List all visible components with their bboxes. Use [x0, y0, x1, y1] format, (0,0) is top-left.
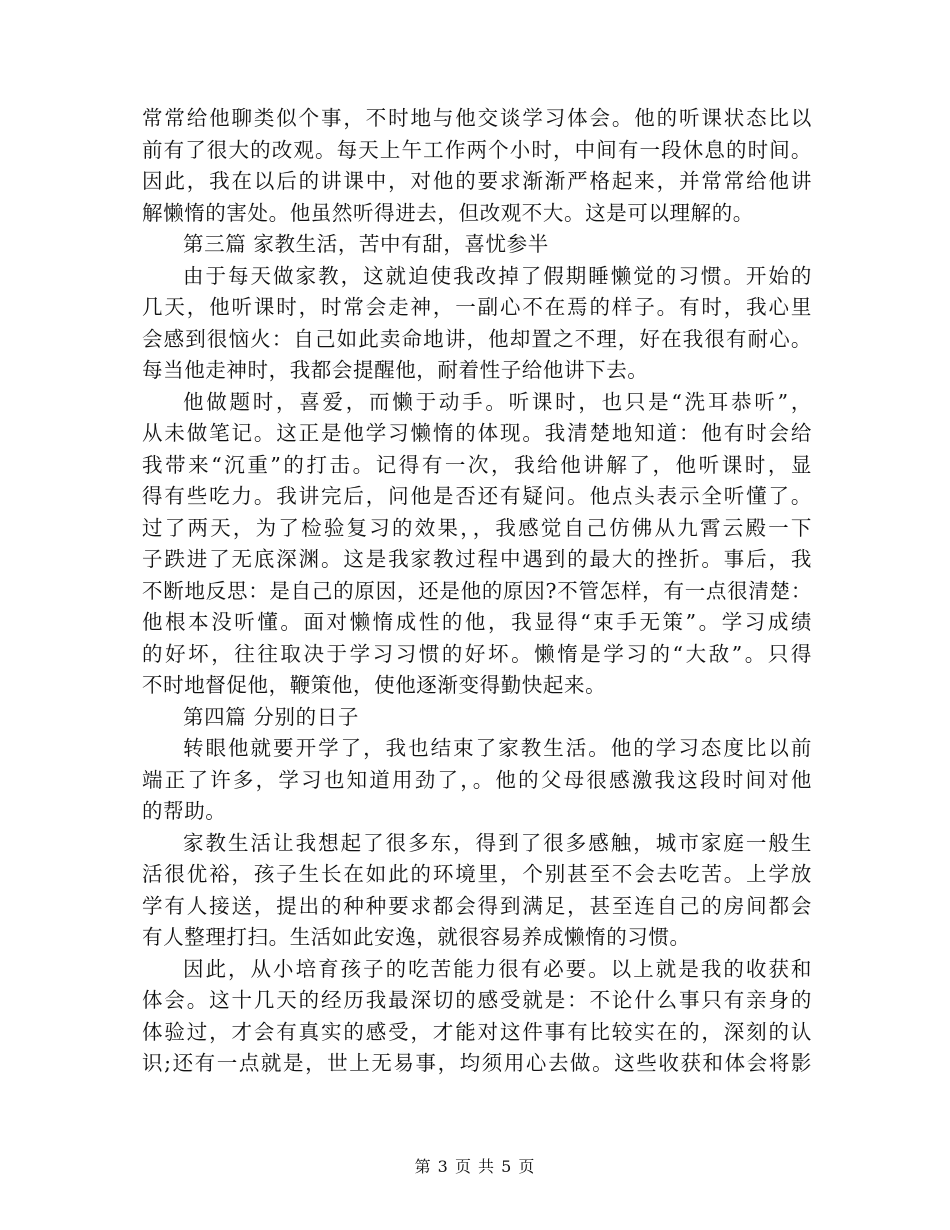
- text-line: 他根本没听懂。面对懒惰成性的他，我显得“束手无策”。学习成绩: [142, 610, 812, 634]
- text-line: 从未做笔记。这正是他学习懒惰的体现。我清楚地知道：他有时会给: [142, 421, 812, 445]
- section-heading: 第三篇 家教生活，苦中有甜，喜忧参半: [183, 232, 549, 256]
- text-line: 不时地督促他，鞭策他，使他逐渐变得勤快起来。: [142, 673, 607, 697]
- text-line: 有人整理打扫。生活如此安逸，就很容易养成懒惰的习惯。: [142, 925, 691, 949]
- text-line: 家教生活让我想起了很多东，得到了很多感触，城市家庭一般生: [183, 830, 812, 855]
- text-line: 学有人接送，提出的种种要求都会得到满足，甚至连自己的房间都会: [142, 893, 812, 918]
- text-line: 的好坏，往往取决于学习习惯的好坏。懒惰是学习的“大敌”。只得: [142, 641, 812, 666]
- text-line: 前有了很大的改观。每天上午工作两个小时，中间有一段休息的时间。: [142, 137, 812, 162]
- document-body: [142, 103, 812, 1080]
- page-number-footer: 第 3 页 共 5 页: [414, 1157, 536, 1176]
- text-line: 因此，我在以后的讲课中，对他的要求渐渐严格起来，并常常给他讲: [142, 169, 812, 193]
- text-line: 子跌进了无底深渊。这是我家教过程中遇到的最大的挫折。事后，我: [142, 547, 812, 571]
- text-line: 识;还有一点就是，世上无易事，均须用心去做。这些收获和体会将影: [142, 1051, 812, 1075]
- text-line: 体验过，才会有真实的感受，才能对这件事有比较实在的，深刻的认: [142, 1019, 812, 1044]
- text-line: 体会。这十几天的经历我最深切的感受就是：不论什么事只有亲身的: [142, 988, 812, 1012]
- text-line: 过了两天，为了检验复习的效果，，我感觉自己仿佛从九霄云殿一下: [142, 515, 812, 540]
- text-line: 几天，他听课时，时常会走神，一副心不在焉的样子。有时，我心里: [142, 295, 812, 319]
- text-line: 我带来“沉重”的打击。记得有一次，我给他讲解了，他听课时，显: [142, 452, 812, 477]
- text-line: 每当他走神时，我都会提醒他，耐着性子给他讲下去。: [142, 358, 649, 382]
- text-line: 端正了许多，学习也知道用劲了，。他的父母很感激我这段时间对他: [142, 767, 812, 792]
- section-heading: 第四篇 分别的日子: [183, 704, 359, 729]
- text-line: 因此，从小培育孩子的吃苦能力很有必要。以上就是我的收获和: [183, 956, 812, 981]
- text-line: 得有些吃力。我讲完后，问他是否还有疑问。他点头表示全听懂了。: [142, 484, 812, 508]
- text-line: 他做题时，喜爱，而懒于动手。听课时，也只是“洗耳恭听”，: [183, 389, 812, 414]
- text-line: 不断地反思：是自己的原因，还是他的原因?不管怎样，有一点很清楚：: [142, 578, 812, 603]
- text-line: 由于每天做家教，这就迫使我改掉了假期睡懒觉的习惯。开始的: [183, 263, 812, 288]
- text-line: 常常给他聊类似个事，不时地与他交谈学习体会。他的听课状态比以: [142, 106, 812, 130]
- text-line: 活很优裕，孩子生长在如此的环境里，个别甚至不会去吃苦。上学放: [142, 862, 812, 886]
- text-line: 解懒惰的害处。他虽然听得进去，但改观不大。这是可以理解的。: [142, 200, 754, 225]
- text-line: 转眼他就要开学了，我也结束了家教生活。他的学习态度比以前: [183, 736, 812, 760]
- text-line: 会感到很恼火：自己如此卖命地讲，他却置之不理，好在我很有耐心。: [142, 326, 812, 351]
- text-line: 的帮助。: [142, 799, 227, 823]
